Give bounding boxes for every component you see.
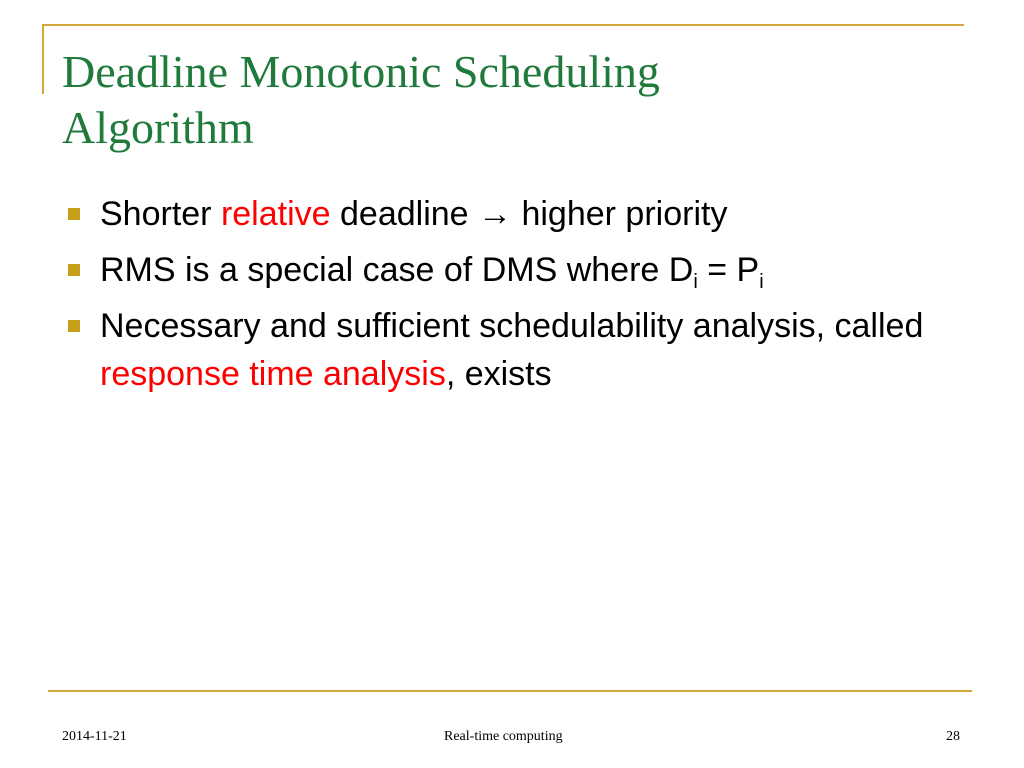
slide-title — [62, 44, 962, 156]
bullet-2-text-start: RMS is a special case of DMS where D — [100, 251, 694, 289]
bullet-3-highlight-response-time-analysis: response time analysis — [100, 355, 446, 393]
bullet-1-highlight-relative: relative — [220, 195, 331, 233]
bullet-item-2 — [62, 246, 962, 294]
bullet-1-text-start: Shorter — [100, 195, 221, 233]
slide-title-line-2: Algorithm — [62, 102, 254, 153]
bullet-list — [62, 190, 962, 406]
bullet-2-subscript-p: i — [759, 271, 764, 293]
frame-top-border — [42, 24, 964, 26]
square-bullet-icon — [68, 208, 80, 220]
footer-date: 2014-11-21 — [62, 729, 127, 744]
bullet-item-1 — [62, 190, 962, 238]
square-bullet-icon — [68, 264, 80, 276]
frame-left-border — [42, 24, 44, 94]
footer-page-number: 28 — [946, 729, 960, 744]
bullet-3-text-end: , exists — [445, 355, 552, 393]
bullet-item-3 — [62, 302, 962, 398]
bullet-1-text-end: deadline → higher priority — [330, 195, 728, 233]
bullet-2-subscript-d: i — [693, 271, 698, 293]
slide-title-line-1: Deadline Monotonic Scheduling — [62, 46, 660, 97]
footer-divider — [48, 690, 972, 692]
square-bullet-icon — [68, 320, 80, 332]
bullet-2-text-middle: = P — [697, 251, 760, 289]
bullet-3-text-start: Necessary and sufficient schedulability analysis, called — [100, 307, 924, 345]
footer-course-title: Real-time computing — [444, 729, 563, 744]
